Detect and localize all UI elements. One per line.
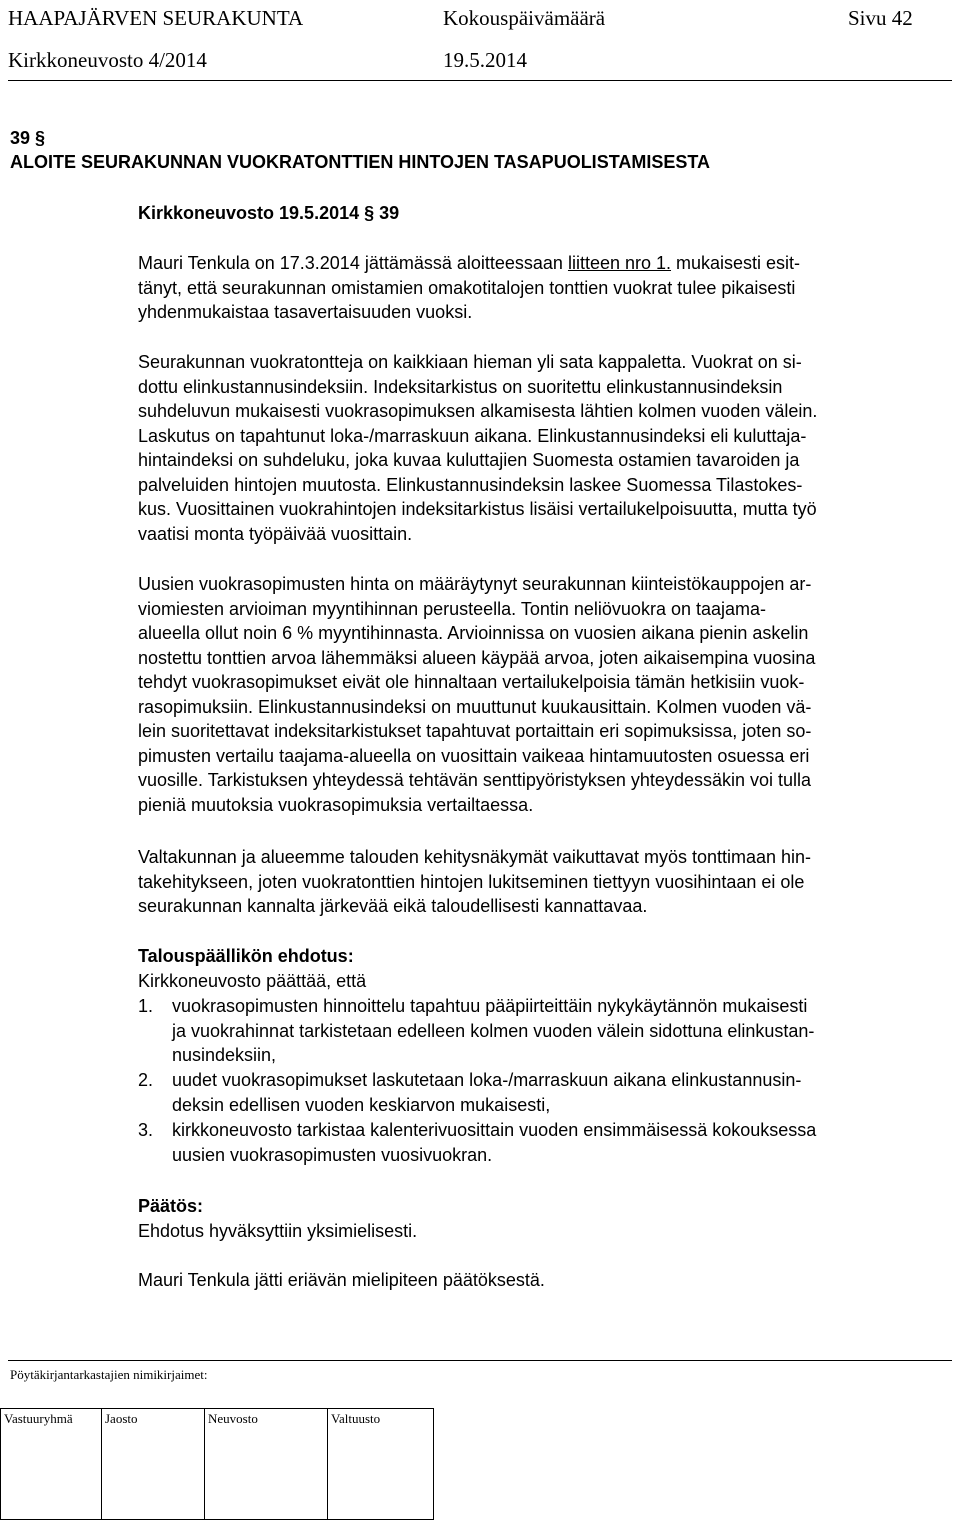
paragraph-4-line: takehitykseen, joten vuokratonttien hintojen lukitseminen tiettyyn vuosihintaan ei ole	[138, 871, 805, 892]
paragraph-2-line: suhdeluvun mukaisesti vuokrasopimuksen alkamisesta lähtien kolmen vuoden välein.	[138, 401, 818, 421]
paragraph-3-line: lein suoritettavat indeksitarkistukset tapahtuvat portaittain eri sopimuksissa, joten so-	[138, 721, 812, 741]
paragraph-4-line: Valtakunnan ja alueemme talouden kehitysnäkymät vaikuttavat myös tonttimaan hin-	[138, 847, 812, 867]
paragraph-3-line: Uusien vuokrasopimusten hinta on määräytynyt seurakunnan kiinteistökauppojen ar-	[138, 574, 812, 594]
paragraph-1-text: Mauri Tenkula on 17.3.2014 jättämässä aloitteessaan	[138, 253, 568, 273]
footer-cell-valtuusto: Valtuusto	[328, 1409, 434, 1520]
paragraph-1-text: mukaisesti esit-	[671, 253, 801, 273]
footer-table	[0, 1408, 434, 1520]
footer-cell-jaosto: Jaosto	[102, 1409, 205, 1520]
header-date: 19.5.2014	[443, 48, 527, 72]
paragraph-2-line: Seurakunnan vuokratontteja on kaikkiaan hieman yli sata kappaletta. Vuokrat on si-	[138, 352, 802, 372]
paragraph-3-line: rasopimuksiin. Elinkustannusindeksi on muuttunut kuukausittain. Kolmen vuoden vä-	[138, 696, 812, 717]
footer-rule	[8, 1360, 952, 1361]
paragraph-2-line: dottu elinkustannusindeksiin. Indeksitarkistus on suoritettu elinkustannusindeksin	[138, 376, 783, 397]
proposal-item	[138, 1118, 816, 1167]
decision-text: Ehdotus hyväksyttiin yksimielisesti.	[138, 1221, 418, 1241]
attachment-link[interactable]: liitteen nro 1.	[567, 253, 672, 273]
header-org: HAAPAJÄRVEN SEURAKUNTA	[8, 6, 304, 30]
proposal-heading: Talouspäällikön ehdotus:	[138, 946, 354, 966]
paragraph-2-line: Laskutus on tapahtunut loka-/marraskuun aikana. Elinkustannusindeksi eli kuluttaja-	[138, 425, 807, 446]
paragraph-2-line: vaatisi monta työpäivää vuosittain.	[138, 523, 413, 544]
proposal-item-number: 1.	[138, 996, 154, 1016]
paragraph-2	[138, 350, 817, 546]
paragraph-4-line: seurakunnan kannalta järkevää eikä taloudellisesti kannattavaa.	[138, 896, 648, 916]
proposal-item-line: uusien vuokrasopimusten vuosivuokran.	[172, 1144, 493, 1165]
proposal-intro: Kirkkoneuvosto päättää, että	[138, 971, 367, 991]
proposal-item-line: deksin edellisen vuoden keskiarvon mukaisesti,	[172, 1094, 551, 1115]
proposal-item-line: kirkkoneuvosto tarkistaa kalenterivuosittain vuoden ensimmäisessä kokouksessa	[172, 1120, 817, 1140]
paragraph-3-line: vuosille. Tarkistuksen yhteydessä tehtävän senttipyöristyksen yhteydessäkin voi tulla	[138, 770, 812, 790]
dissent-note: Mauri Tenkula jätti eriävän mielipiteen päätöksestä.	[138, 1270, 545, 1290]
paragraph-3-line: alueella ollut noin 6 % myyntihinnasta. Arvioinnissa on vuosien aikana pienin askelin	[138, 623, 809, 643]
footer-cell-vastuuryhma: Vastuuryhmä	[1, 1409, 102, 1520]
proposal-item-line: uudet vuokrasopimukset laskutetaan loka-/marraskuun aikana elinkustannusin-	[172, 1070, 802, 1090]
proposal-item	[138, 994, 814, 1068]
header-body: Kirkkoneuvosto 4/2014	[8, 48, 207, 72]
decision-heading: Päätös:	[138, 1196, 204, 1216]
paragraph-1-line: yhdenmukaistaa tasavertaisuuden vuoksi.	[138, 302, 473, 322]
paragraph-3-line: viomiesten arvioiman myyntihinnan perusteella. Tontin neliövuokra on taajama-	[138, 598, 767, 619]
paragraph-2-line: palveluiden hintojen muutosta. Elinkustannusindeksin laskee Suomessa Tilastokes-	[138, 474, 803, 495]
meeting-reference: Kirkkoneuvosto 19.5.2014 § 39	[138, 203, 400, 223]
proposal-item-line: vuokrasopimusten hinnoittelu tapahtuu pääpiirteittäin nykykäytännön mukaisesti	[172, 996, 808, 1016]
proposal-item-line: nusindeksiin,	[172, 1045, 277, 1065]
paragraph-3-line: pieniä muutoksia vuokrasopimuksia vertailtaessa.	[138, 794, 534, 815]
paragraph-1	[138, 251, 800, 325]
proposal-item	[138, 1068, 801, 1117]
paragraph-2-line: kus. Vuosittainen vuokrahintojen indeksitarkistus lisäisi vertailukelpoisuutta, mutta työ	[138, 499, 817, 519]
proposal-item-line: ja vuokrahinnat tarkistetaan edelleen kolmen vuoden välein sidottuna elinkustan-	[172, 1020, 815, 1041]
paragraph-3	[138, 572, 815, 817]
paragraph-3-line: tehdyt vuokrasopimukset eivät ole hinnaltaan vertailukelpoisia tämän hetkisiin vuok-	[138, 672, 805, 692]
paragraph-2-line: hintaindeksi on suhdeluku, joka kuvaa kuluttajien Suomesta ostamien tavaroiden ja	[138, 450, 800, 470]
section-title: ALOITE SEURAKUNNAN VUOKRATONTTIEN HINTOJEN TASAPUOLISTAMISESTA	[10, 152, 711, 172]
table-row	[1, 1409, 434, 1520]
signatures-label: Pöytäkirjantarkastajien nimikirjaimet:	[10, 1367, 208, 1382]
header-rule	[8, 80, 952, 81]
proposal-item-number: 2.	[138, 1070, 154, 1090]
paragraph-3-line: nostettu tonttien arvoa lähemmäksi alueen käypää arvoa, joten aikaisempina vuosina	[138, 647, 816, 668]
footer-cell-neuvosto: Neuvosto	[205, 1409, 328, 1520]
header-date-label: Kokouspäivämäärä	[443, 6, 606, 30]
paragraph-3-line: pimusten vertailu taajama-alueella on vuosittain vaikeaa hintamuutosten osuessa eri	[138, 745, 810, 766]
paragraph-4	[138, 845, 811, 919]
paragraph-1-line: tänyt, että seurakunnan omistamien omakotitalojen tonttien vuokrat tulee pikaisesti	[138, 277, 796, 298]
paragraph-1-line	[138, 251, 800, 276]
proposal-item-number: 3.	[138, 1120, 154, 1140]
header-page-number: Sivu 42	[848, 6, 913, 30]
section-number: 39 §	[10, 128, 46, 148]
